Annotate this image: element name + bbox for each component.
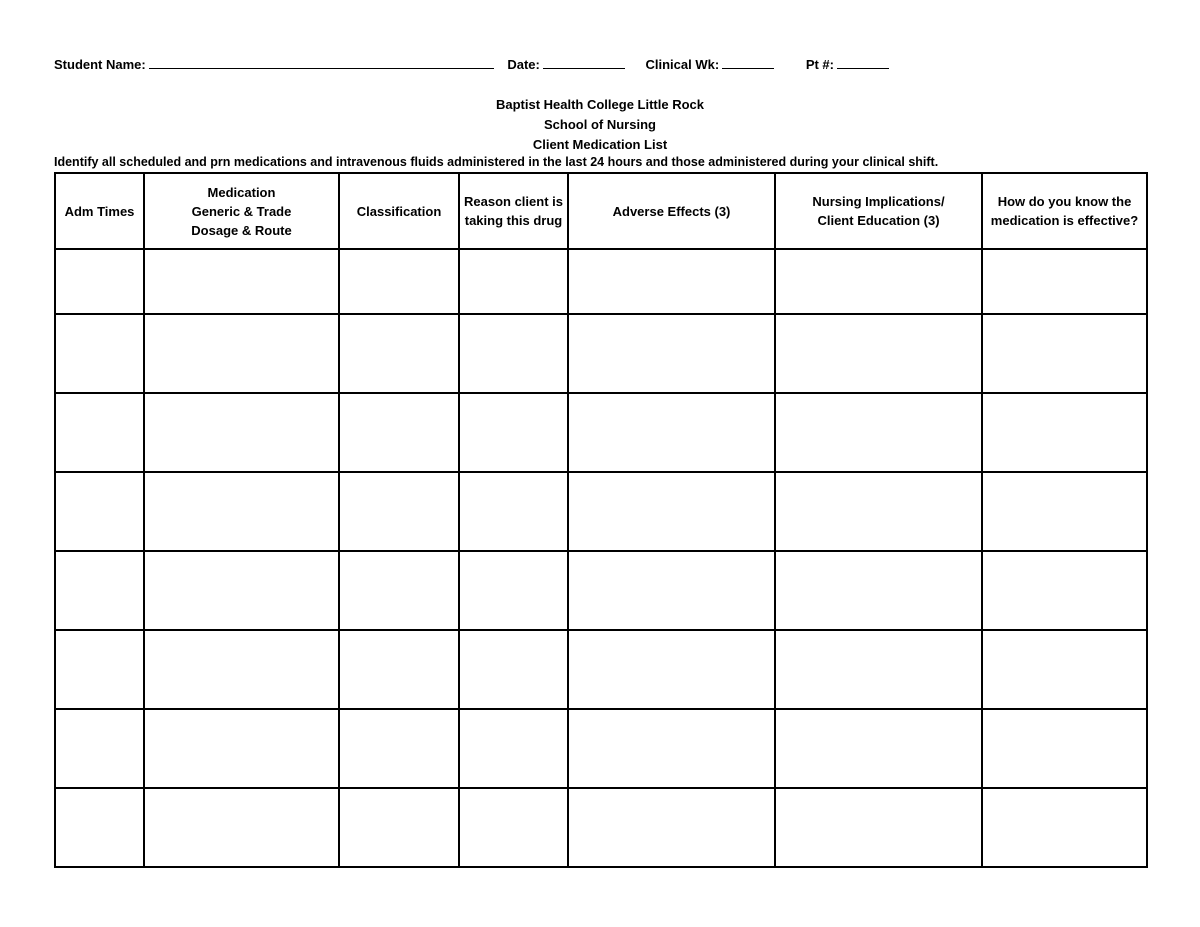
table-row: [55, 314, 1147, 393]
student-name-label: Student Name:: [54, 57, 146, 72]
cell-nursing-implications[interactable]: [775, 472, 982, 551]
cell-reason[interactable]: [459, 249, 568, 314]
cell-classification[interactable]: [339, 393, 459, 472]
table-row: [55, 551, 1147, 630]
cell-classification[interactable]: [339, 630, 459, 709]
cell-classification[interactable]: [339, 788, 459, 867]
col-header-adm-times: Adm Times: [55, 173, 144, 249]
col-header-nursing-implications: Nursing Implications/ Client Education (3): [775, 173, 982, 249]
cell-adm-times[interactable]: [55, 393, 144, 472]
pt-number-label: Pt #:: [805, 57, 834, 72]
cell-nursing-implications[interactable]: [775, 249, 982, 314]
cell-classification[interactable]: [339, 551, 459, 630]
cell-adm-times[interactable]: [55, 551, 144, 630]
cell-adm-times[interactable]: [55, 788, 144, 867]
cell-reason[interactable]: [459, 314, 568, 393]
clinical-wk-field: [646, 56, 775, 72]
college-name: Baptist Health College Little Rock: [495, 97, 705, 112]
cell-adm-times[interactable]: [55, 630, 144, 709]
cell-nursing-implications[interactable]: [775, 630, 982, 709]
cell-adverse-effects[interactable]: [568, 472, 775, 551]
form-titles: [0, 95, 1200, 155]
cell-adm-times[interactable]: [55, 249, 144, 314]
col-header-reason: Reason client is taking this drug: [459, 173, 568, 249]
cell-reason[interactable]: [459, 709, 568, 788]
cell-medication[interactable]: [144, 472, 339, 551]
cell-adverse-effects[interactable]: [568, 709, 775, 788]
cell-medication[interactable]: [144, 709, 339, 788]
school-name: School of Nursing: [544, 117, 656, 132]
cell-classification[interactable]: [339, 709, 459, 788]
clinical-wk-label: Clinical Wk:: [645, 57, 720, 72]
table-row: [55, 630, 1147, 709]
cell-reason[interactable]: [459, 788, 568, 867]
pt-number-blank[interactable]: [837, 56, 889, 69]
cell-effectiveness[interactable]: [982, 709, 1147, 788]
cell-classification[interactable]: [339, 472, 459, 551]
table-header-row: [55, 173, 1147, 249]
cell-adverse-effects[interactable]: [568, 788, 775, 867]
cell-medication[interactable]: [144, 630, 339, 709]
form-title: Client Medication List: [532, 137, 668, 152]
cell-adm-times[interactable]: [55, 709, 144, 788]
col-header-effectiveness: How do you know the medication is effective?: [982, 173, 1147, 249]
cell-nursing-implications[interactable]: [775, 788, 982, 867]
date-field: [507, 56, 625, 72]
cell-classification[interactable]: [339, 249, 459, 314]
cell-effectiveness[interactable]: [982, 249, 1147, 314]
form-header-fields: [54, 56, 889, 72]
cell-nursing-implications[interactable]: [775, 709, 982, 788]
col-header-classification: Classification: [339, 173, 459, 249]
cell-medication[interactable]: [144, 551, 339, 630]
cell-reason[interactable]: [459, 551, 568, 630]
pt-number-field: [806, 56, 889, 72]
cell-adverse-effects[interactable]: [568, 393, 775, 472]
medication-table: [54, 172, 1148, 868]
cell-nursing-implications[interactable]: [775, 551, 982, 630]
student-name-blank[interactable]: [149, 56, 494, 69]
cell-adm-times[interactable]: [55, 314, 144, 393]
cell-effectiveness[interactable]: [982, 630, 1147, 709]
table-row: [55, 472, 1147, 551]
table-body: [55, 249, 1147, 867]
cell-adverse-effects[interactable]: [568, 314, 775, 393]
cell-nursing-implications[interactable]: [775, 314, 982, 393]
cell-medication[interactable]: [144, 788, 339, 867]
cell-medication[interactable]: [144, 314, 339, 393]
cell-nursing-implications[interactable]: [775, 393, 982, 472]
cell-medication[interactable]: [144, 393, 339, 472]
cell-effectiveness[interactable]: [982, 314, 1147, 393]
clinical-wk-blank[interactable]: [722, 56, 774, 69]
table-row: [55, 709, 1147, 788]
cell-effectiveness[interactable]: [982, 472, 1147, 551]
cell-medication[interactable]: [144, 249, 339, 314]
cell-reason[interactable]: [459, 630, 568, 709]
cell-reason[interactable]: [459, 393, 568, 472]
cell-adverse-effects[interactable]: [568, 630, 775, 709]
table-row: [55, 249, 1147, 314]
cell-adverse-effects[interactable]: [568, 249, 775, 314]
student-name-field: [54, 56, 494, 72]
cell-adverse-effects[interactable]: [568, 551, 775, 630]
col-header-medication: Medication Generic & Trade Dosage & Route: [144, 173, 339, 249]
instruction-text: Identify all scheduled and prn medications and intravenous fluids administered in the last 24 hours and those administered during your clinical shift.: [54, 155, 939, 169]
table-row: [55, 788, 1147, 867]
cell-reason[interactable]: [459, 472, 568, 551]
cell-effectiveness[interactable]: [982, 551, 1147, 630]
table-row: [55, 393, 1147, 472]
cell-classification[interactable]: [339, 314, 459, 393]
date-label: Date:: [507, 57, 540, 72]
date-blank[interactable]: [543, 56, 625, 69]
col-header-adverse-effects: Adverse Effects (3): [568, 173, 775, 249]
cell-effectiveness[interactable]: [982, 393, 1147, 472]
cell-effectiveness[interactable]: [982, 788, 1147, 867]
cell-adm-times[interactable]: [55, 472, 144, 551]
